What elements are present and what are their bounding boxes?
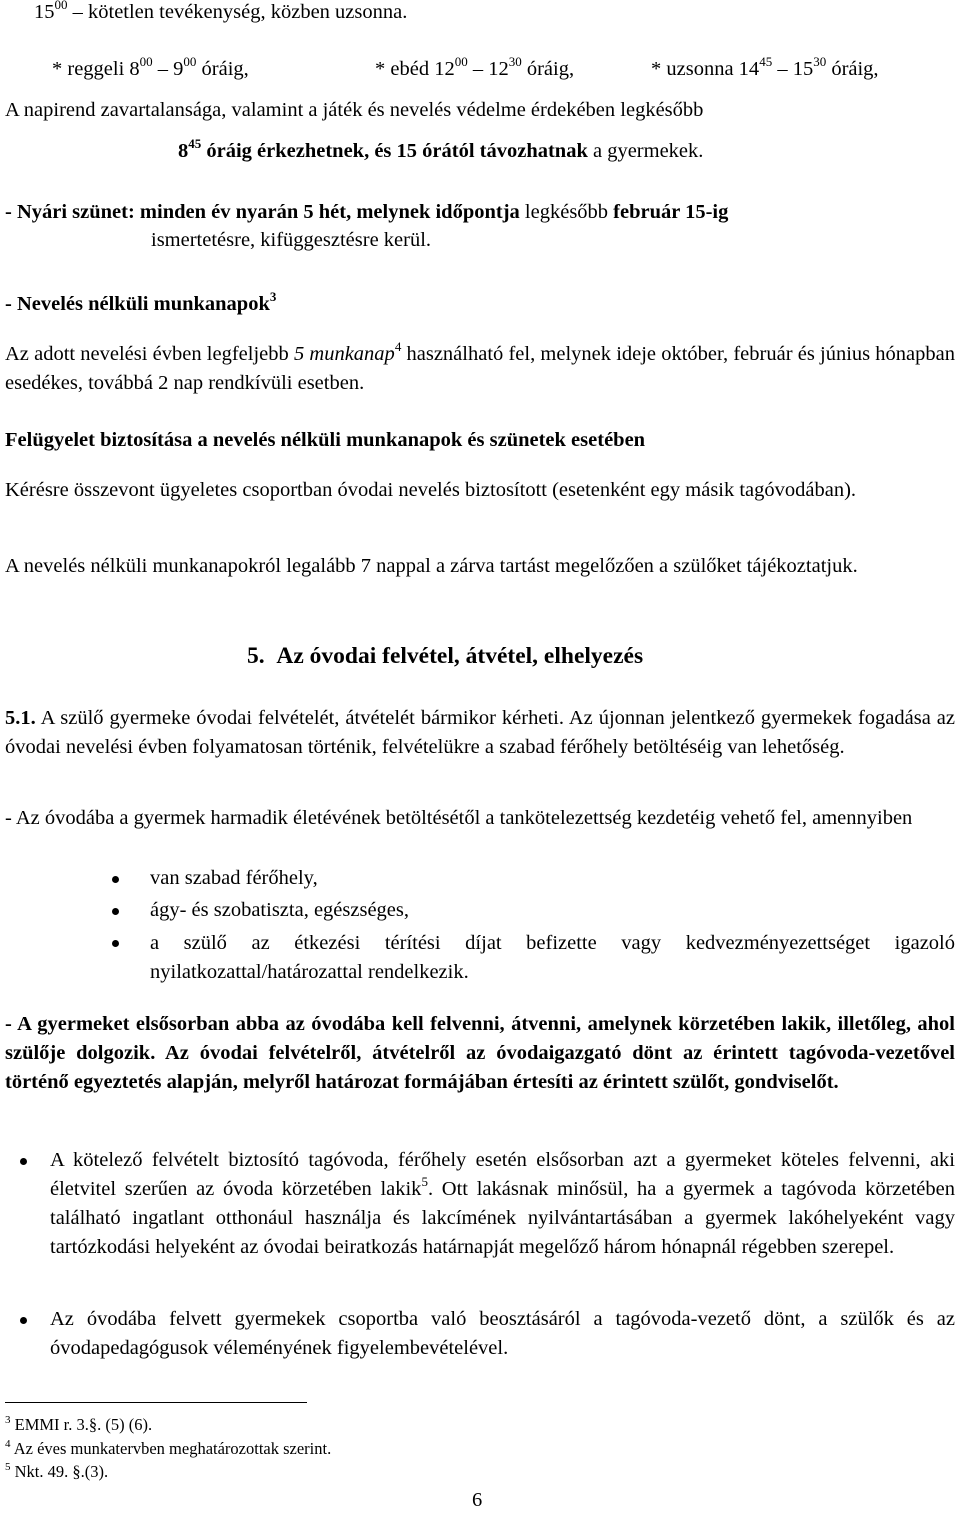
schedule-note: A napirend zavartalansága, valamint a játék és nevelés védelme érdekében legkésőbb: [5, 99, 704, 121]
bullet-icon: [112, 940, 119, 947]
footnote-ref: 3: [269, 289, 277, 305]
supervision-paragraph-2: A nevelés nélküli munkanapokról legalább 7 nappal a zárva tartást megelőzően a szülőket tájékoztatjuk.: [5, 555, 858, 577]
footnote-ref: 4: [394, 339, 402, 355]
bullet-icon: [112, 876, 119, 883]
meal-snack: * uzsonna $14^{45} - 15^{30}$ óráig,: [651, 54, 879, 80]
bullet-icon: [112, 908, 119, 915]
footnote-divider: [5, 1402, 307, 1403]
bullet-paragraph-1: A kötelező felvételt biztosító tagóvoda, férőhely esetén elsősorban azt a gyermeket köteles felvenni, aki életvitel szerűen az óvoda körzetében lakik$^5$. Ott lakásnak minősül, ha a gyermek a tagóvoda körzetében található ingatlant otthonául használja és lakcímének nyilvántartásában a gyermek lakóhelyeként vagy tartózkodási helyeként az óvodai beiratkozás határnapját megelőző három hónapnál régebben szerepel.: [50, 1149, 955, 1258]
bullet-paragraph-2: Az óvodába felvett gyermekek csoportba való beosztásáról a tagóvoda-vezető dönt, a szülők és az óvodapedagógusok véleményének figyelembevételével.: [50, 1308, 955, 1359]
bold-admission-paragraph: - A gyermeket elsősorban abba az óvodába kell felvenni, átvenni, amelynek körzetében lakik, illetőleg, ahol szülője dolgozik. Az óvodai felvételről, átvételről az óvodaigazgató dönt az érintett tagóvoda-vezetővel történő egyeztetés alapján, melyről határozat formájában értesíti az érintett szülőt, gondviselőt.: [5, 1013, 955, 1093]
summer-break-line-2: ismertetésre, kifüggesztésre kerül.: [151, 229, 432, 251]
nonwork-heading: - Nevelés nélküli munkanapok$^3$: [5, 289, 277, 315]
time-text: 15: [34, 1, 55, 23]
footnote-3: $^3$ EMMI r. 3.§. (5) (6).: [5, 1413, 153, 1434]
summer-break-line: - Nyári szünet: minden év nyarán 5 hét, melynek időpontja legkésőbb február 15-ig: [5, 201, 729, 223]
condition-item-2: ágy- és szobatiszta, egészséges,: [150, 899, 409, 921]
bullet-icon: [20, 1158, 27, 1165]
schedule-line-snack: [34, 0, 407, 27]
meal-breakfast: * reggeli $8^{00} - 9^{00}$ óráig,: [52, 54, 249, 80]
nonwork-paragraph: Az adott nevelési évben legfeljebb 5 munkanap$^4$ használható fel, melynek ideje október, február és június hónapban esedékes, továbbá 2 nap rendkívüli esetben.: [5, 339, 956, 394]
arrival-departure-line: $8^{45}$ óráig érkezhetnek, és 15 órától távozhatnak a gyermekek.: [178, 136, 704, 162]
condition-item-1: van szabad férőhely,: [150, 867, 318, 889]
condition-item-3-cont: nyilatkozattal/határozattal rendelkezik.: [150, 961, 469, 983]
bullet-icon: [20, 1317, 27, 1324]
section-5-1-paragraph: 5.1. A szülő gyermeke óvodai felvételét, átvételét bármikor kérheti. Az újonnan jelentkező gyermekek fogadása az óvodai nevelési évben folyamatosan történik, felvételükre a szabad férőhely betöltéséig van lehetőség.: [5, 707, 955, 758]
footnote-ref: 5: [421, 1174, 428, 1190]
page-number: 6: [472, 1489, 483, 1511]
time-minutes: 00: [54, 0, 68, 13]
supervision-paragraph-1: Kérésre összevont ügyeletes csoportban óvodai nevelés biztosított (esetenként egy másik tagóvodában).: [5, 479, 857, 501]
age-condition-paragraph: - Az óvodába a gyermek harmadik életévének betöltésétől a tankötelezettség kezdetéig vehető fel, amennyiben: [5, 807, 913, 829]
meal-lunch: * ebéd $12^{00} - 12^{30}$ óráig,: [375, 54, 575, 80]
activity-text: – kötetlen tevékenység, közben uzsonna.: [67, 1, 408, 23]
section-heading: 5. Az óvodai felvétel, átvétel, elhelyezés: [247, 643, 644, 669]
condition-item-3: a szülő az étkezési térítési díjat befizette vagy kedvezményezettséget igazoló: [150, 932, 955, 954]
footnote-4: $^4$ Az éves munkatervben meghatározottak szerint.: [5, 1437, 332, 1458]
supervision-heading: Felügyelet biztosítása a nevelés nélküli munkanapok és szünetek esetében: [5, 429, 646, 451]
footnote-5: $^5$ Nkt. 49. §.(3).: [5, 1460, 109, 1481]
